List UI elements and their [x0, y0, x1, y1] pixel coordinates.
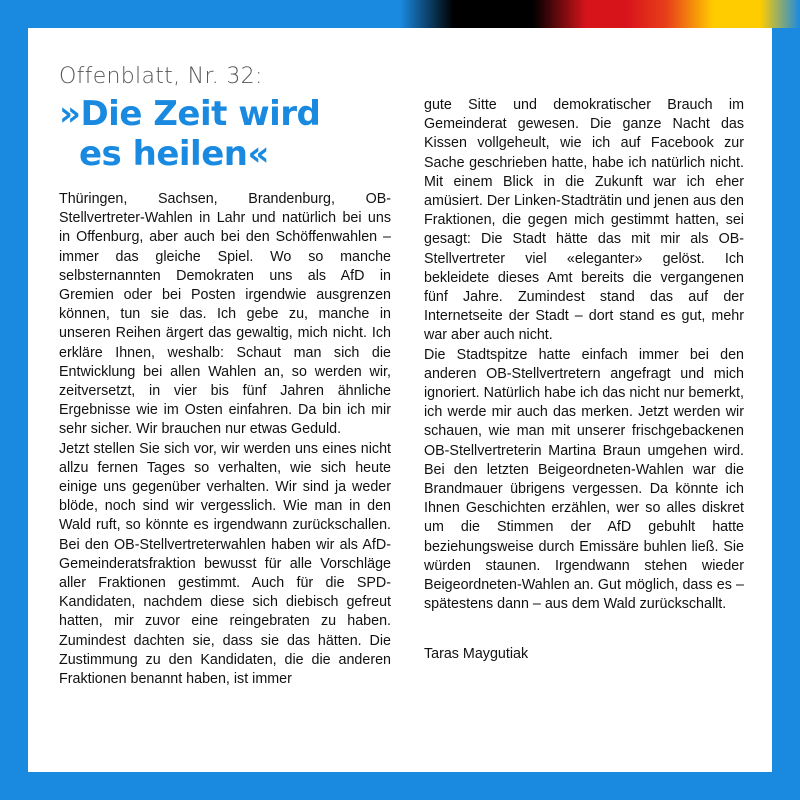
article-card: [28, 28, 772, 772]
author-signature: Taras Maygutiak: [424, 646, 529, 663]
right-column: [424, 96, 744, 665]
flag-gold-stripe: [667, 0, 800, 28]
flag-black-stripe: [400, 0, 533, 28]
german-flag-stripe: [400, 0, 800, 28]
flag-red-stripe: [533, 0, 666, 28]
left-body: [59, 190, 391, 689]
paragraph: Thüringen, Sachsen, Brandenburg, OB-Stellvertreter-Wahlen in Lahr und natürlich bei uns in Offenburg, aber auch bei den Schöffenwahlen – immer das gleiche Spiel. Wo so manche selbsternannten Demokraten uns als AfD in Gremien oder bei Posten irgendwie ausgrenzen können, tun sie das. Ich gebe zu, manche in unseren Reihen ärgert das gewaltig, mich nicht. Ich erkläre Ihnen, weshalb: Schaut man sich die Entwicklung bei allen Wahlen an, so werden wir, zeitversetzt, in vier bis fünf Jahren ähnliche Ergebnisse wie im Osten einfahren. Da bin ich mir sehr sicher. Wir brauchen nur etwas Geduld.: [59, 191, 391, 438]
paragraph: Jetzt stellen Sie sich vor, wir werden uns eines nicht allzu fernen Tages so verhalten, wie sich heute einige uns gegenüber verhalten. Wir sind ja weder blöde, noch sind wir vergesslich. Wie man in den Wald ruft, so könnte es irgendwann zurückschallen. Bei den OB-Stellvertreterwahlen haben wir als AfD-Gemeinderatsfraktion bewusst für alle Vorschläge aller Fraktionen gestimmt. Auch für die SPD-Kandidaten, nachdem diese sich diebisch gefreut hatten, mir zuvor eine reingebraten zu haben. Zumindest dachten sie, dass sie das hätten. Die Zustimmung zu den Kandidaten, die die anderen Fraktionen benannt haben, ist immer: [59, 440, 391, 688]
paragraph: gute Sitte und demokratischer Brauch im Gemeinderat gewesen. Die ganze Nacht das Kissen vollgeheult, wie ich auf Facebook zur Sache geschrieben hatte, habe ich natürlich nicht. Mit einem Blick in die Zukunft war ich eher amüsiert. Der Linken-Stadträtin und jenen aus den Fraktionen, die gegen mich gestimmt hatten, sei gesagt: Die Stadt hätte das mit mir als OB-Stellvertreter viel «eleganter» gelöst. Ich bekleidete dieses Amt bereits die vergangenen fünf Jahre. Zumindest stand das auf der Internetseite der Stadt – dort stand es gut, mehr war aber auch nicht.: [424, 97, 744, 344]
headline-line-1: »Die Zeit wird: [59, 94, 321, 134]
paragraph: Die Stadtspitze hatte einfach immer bei den anderen OB-Stellvertretern angefragt und mich ignoriert. Natürlich habe ich das nicht nur bemerkt, ich werde mir auch das merken. Jetzt werden wir schauen, wie man mit unserer frischgebackenen OB-Stellvertreterin Martina Braun umgehen wird. Bei den letzten Beigeordneten-Wahlen war die Brandmauer übrigens vergessen. Da könnte ich Ihnen Geschichten erzählen, wer so alles diskret um die Stimmen der AfD gebuhlt hatte beziehungsweise durch Emissäre buhlen ließ. Sie würden staunen. Irgendwann stehen wieder Beigeordneten-Wahlen an. Gut möglich, dass es – spätestens dann – aus dem Wald zurückschallt.: [424, 346, 744, 613]
headline: [59, 94, 391, 174]
headline-line-2: es heilen«: [79, 134, 269, 174]
left-column: [59, 28, 391, 689]
kicker: Offenblatt, Nr. 32:: [59, 64, 263, 89]
